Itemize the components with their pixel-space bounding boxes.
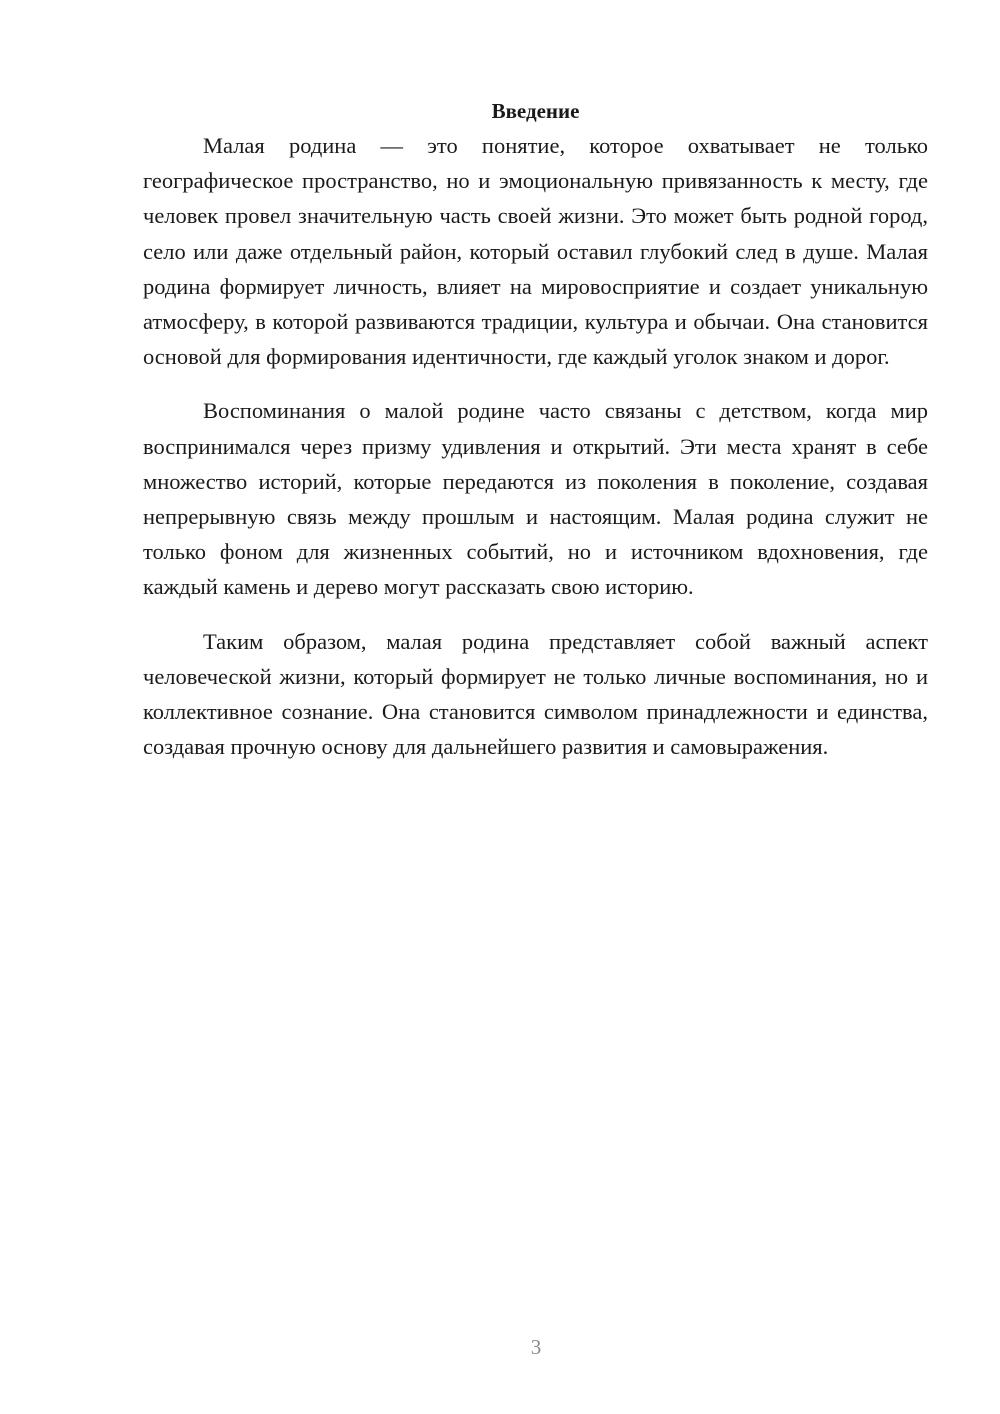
page-content (143, 94, 928, 764)
page-number: 3 (530, 1335, 542, 1359)
paragraph-3: Таким образом, малая родина представляет собой важный аспект человеческой жизни, который формирует не только личные воспоминания, но и коллективное сознание. Она становится символом принадлежности и единства, создавая прочную основу для дальнейшего развития и самовыражения. (143, 628, 928, 760)
page-title: Введение (491, 99, 580, 123)
paragraph-1: Малая родина — это понятие, которое охватывает не только географическое пространство, но и эмоциональную привязанность к месту, где человек провел значительную часть своей жизни. Это может быть родной город, село или даже отдельный район, который оставил глубокий след в душе. Малая родина формирует личность, влияет на мировосприятие и создает уникальную атмосферу, в которой развиваются традиции, культура и обычаи. Она становится основой для формирования идентичности, где каждый уголок знаком и дорог. (143, 133, 928, 370)
paragraph-2: Воспоминания о малой родине часто связаны с детством, когда мир воспринимался через призму удивления и открытий. Эти места хранят в себе множество историй, которые передаются из поколения в поколение, создавая непрерывную связь между прошлым и настоящим. Малая родина служит не только фоном для жизненных событий, но и источником вдохновения, где каждый камень и дерево могут рассказать свою историю. (143, 398, 928, 600)
